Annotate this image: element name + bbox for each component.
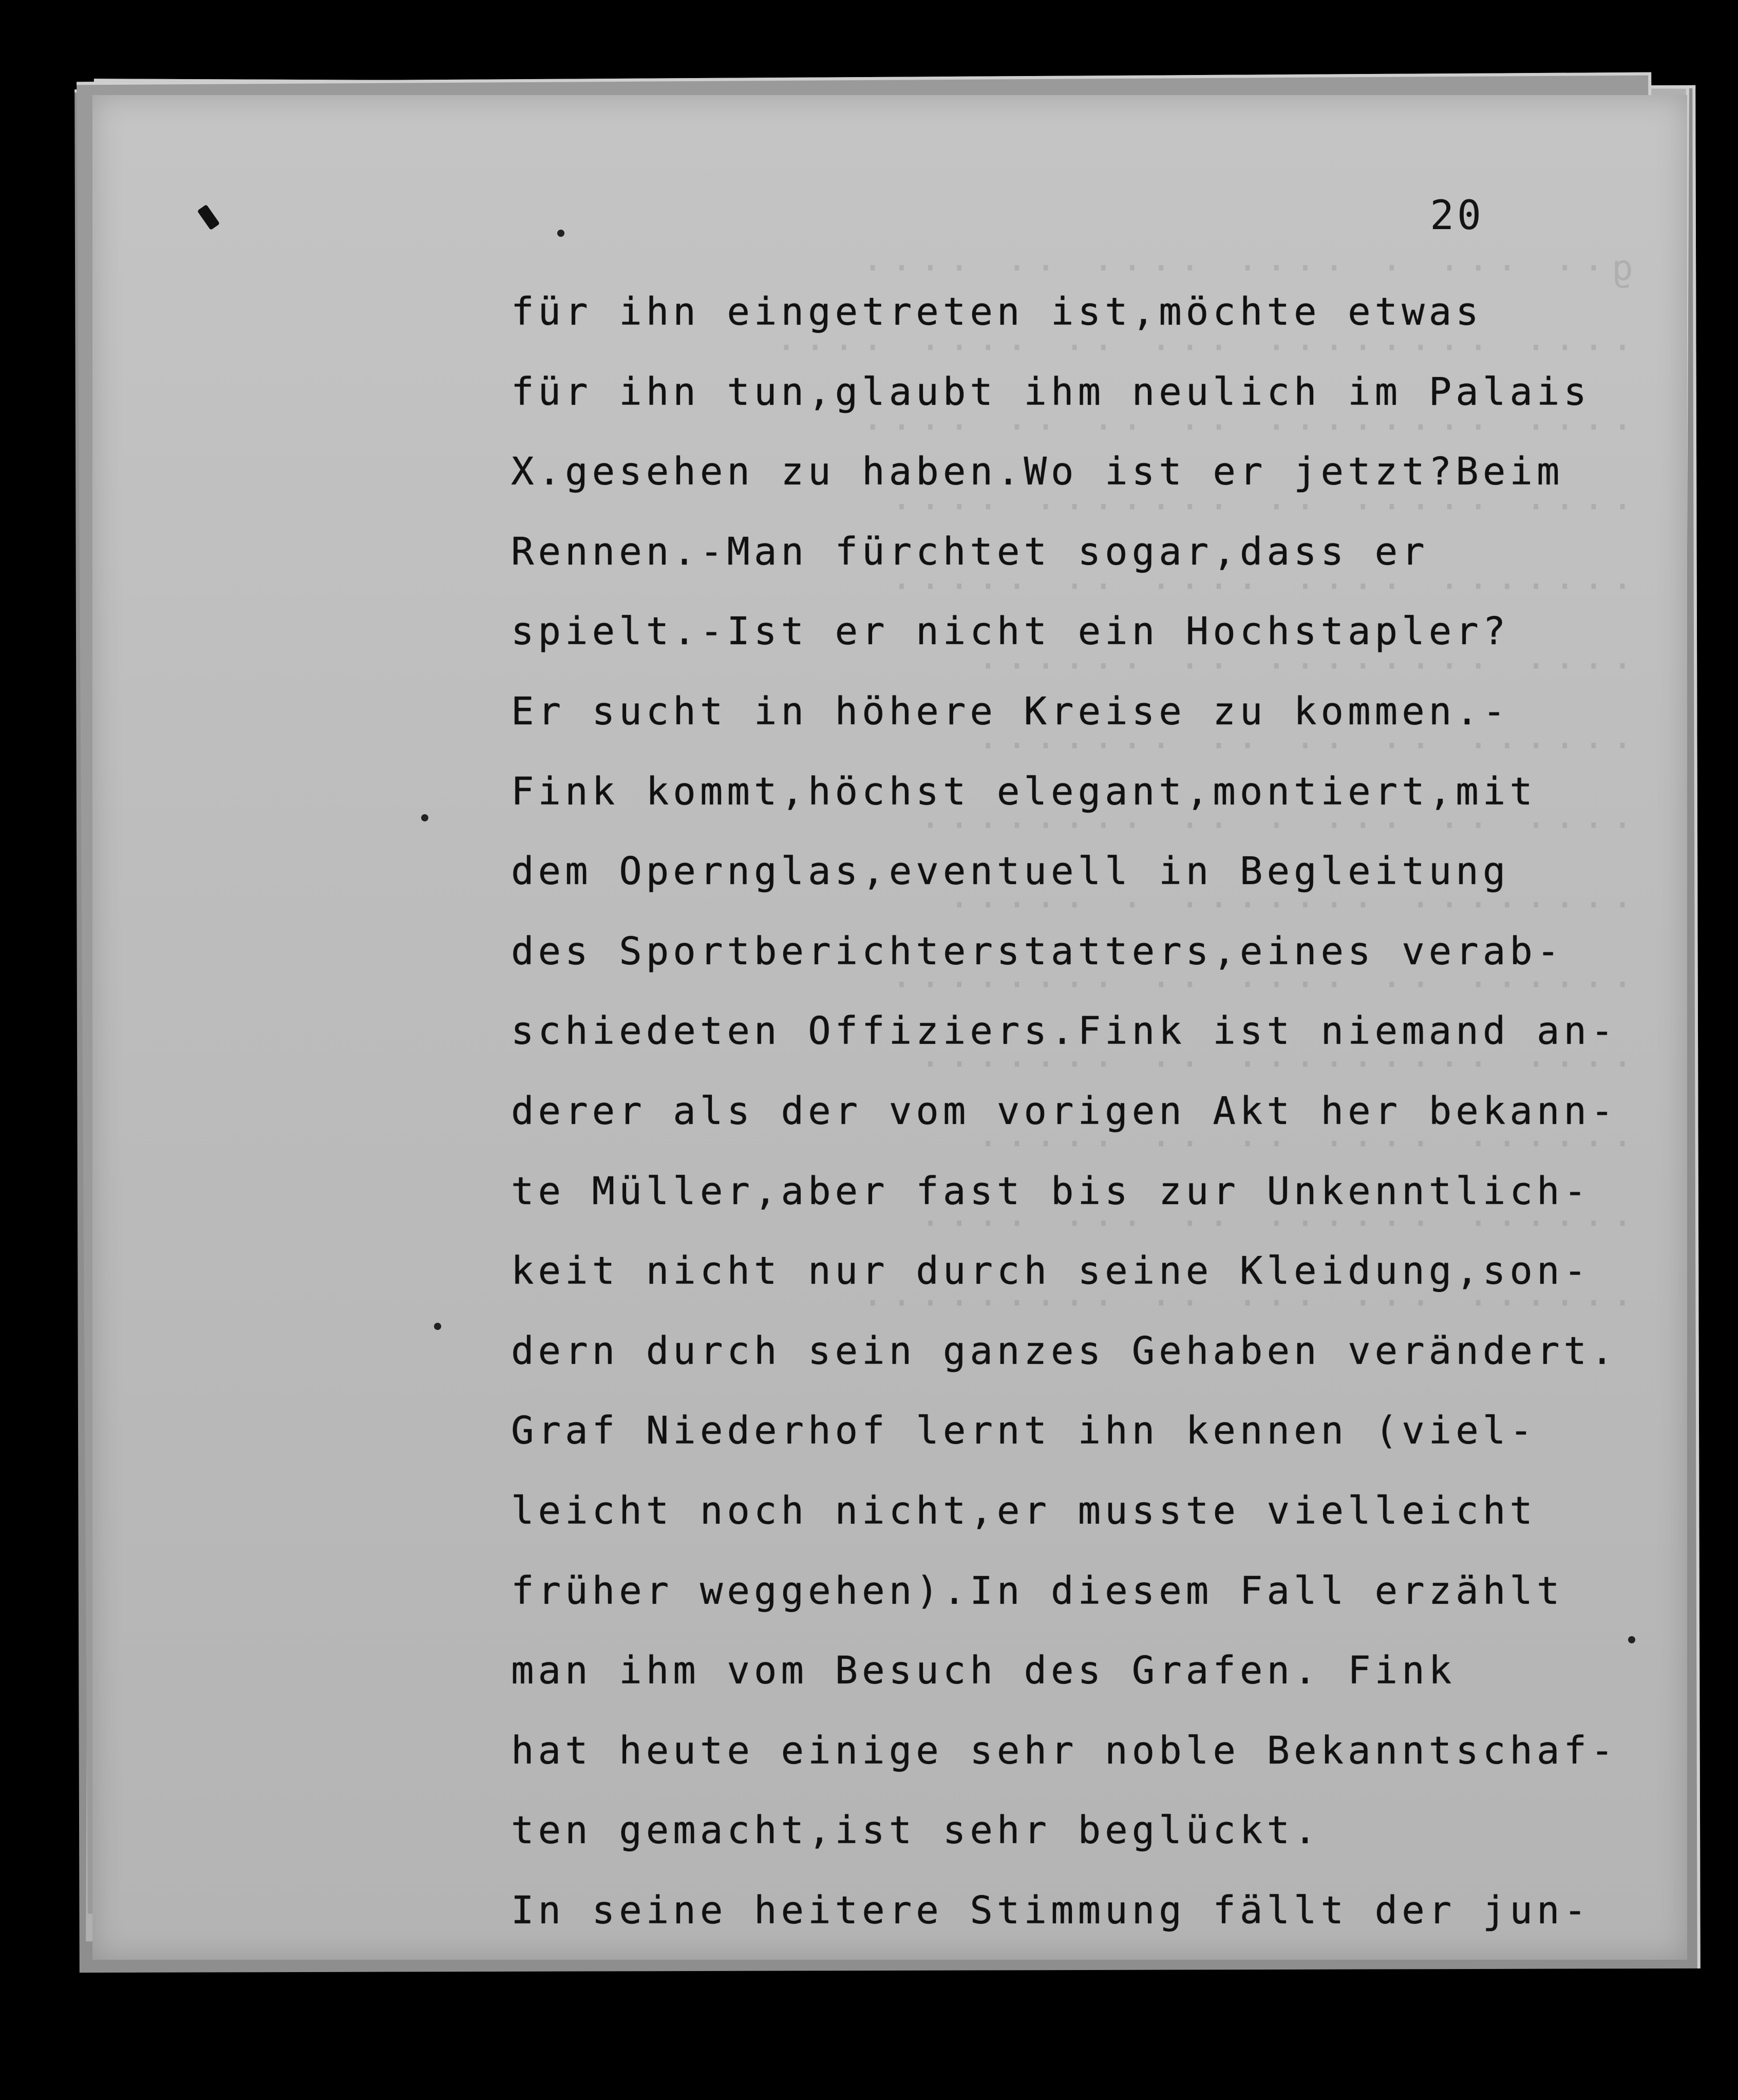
text-line: spielt.-Ist er nicht ein Hochstapler? xyxy=(511,609,1510,654)
ink-mark xyxy=(197,204,220,230)
text-line: dem Opernglas,eventuell in Begleitung xyxy=(511,849,1510,894)
text-line: man ihm vom Besuch des Grafen. Fink xyxy=(511,1648,1456,1693)
text-line: X.gesehen zu haben.Wo ist er jetzt?Beim xyxy=(511,449,1564,494)
text-line: te Müller,aber fast bis zur Unkenntlich- xyxy=(511,1169,1591,1213)
text-line: derer als der vom vorigen Akt her bekann- xyxy=(511,1089,1618,1133)
text-line: für ihn tun,glaubt ihm neulich im Palais xyxy=(511,369,1591,414)
text-line: dern durch sein ganzes Gehaben verändert. xyxy=(511,1328,1618,1373)
text-line: Rennen.-Man fürchtet sogar,dass er xyxy=(511,529,1429,574)
text-line: In seine heitere Stimmung fällt der jun- xyxy=(511,1888,1591,1933)
text-line: leicht noch nicht,er musste vielleicht xyxy=(511,1488,1537,1533)
page-number: 20 xyxy=(1430,193,1484,239)
text-line: Graf Niederhof lernt ihn kennen (viel- xyxy=(511,1409,1537,1453)
text-line: früher weggehen).In diesem Fall erzählt xyxy=(511,1568,1564,1613)
ink-dot xyxy=(1628,1636,1635,1643)
text-line: für ihn eingetreten ist,möchte etwas xyxy=(511,290,1483,334)
text-line: Er sucht in höhere Kreise zu kommen.- xyxy=(511,689,1510,734)
text-line: des Sportberichterstatters,eines verab- xyxy=(511,929,1564,973)
typed-text-block xyxy=(511,272,1618,1951)
text-line: schiedeten Offiziers.Fink ist niemand an- xyxy=(511,1009,1618,1054)
text-line: keit nicht nur durch seine Kleidung,son- xyxy=(511,1249,1591,1293)
text-line: hat heute einige sehr noble Bekanntschaf- xyxy=(511,1728,1618,1773)
bleed-through-texture: g·· ··· · ···· ···· ·· ···· ···· ········ ··· ·· ···· ···· ···· ········ ·· ·· ·· ···· ···· ····· ·· ······· ···· ······· ···· ···· ·· ····· ···· ········ ·· ······ ······ ·· ·· ·· ······· ···· ·· ··· · ·· ········ ········ ······· · ····· ······ ·· ···· ·· ········ ···· ········· ·· ······· ······ ···· ·· ·· ····· ······ ······ ·· ··· ···· ······ ··· ··· ·· ········· xyxy=(768,247,1633,1324)
text-line: ten gemacht,ist sehr beglückt. xyxy=(511,1808,1321,1853)
ink-dot xyxy=(421,814,428,821)
text-line: Fink kommt,höchst elegant,montiert,mit xyxy=(511,769,1537,814)
ink-dot xyxy=(434,1323,441,1330)
typewritten-page xyxy=(92,95,1687,1960)
ink-dot xyxy=(557,230,564,237)
